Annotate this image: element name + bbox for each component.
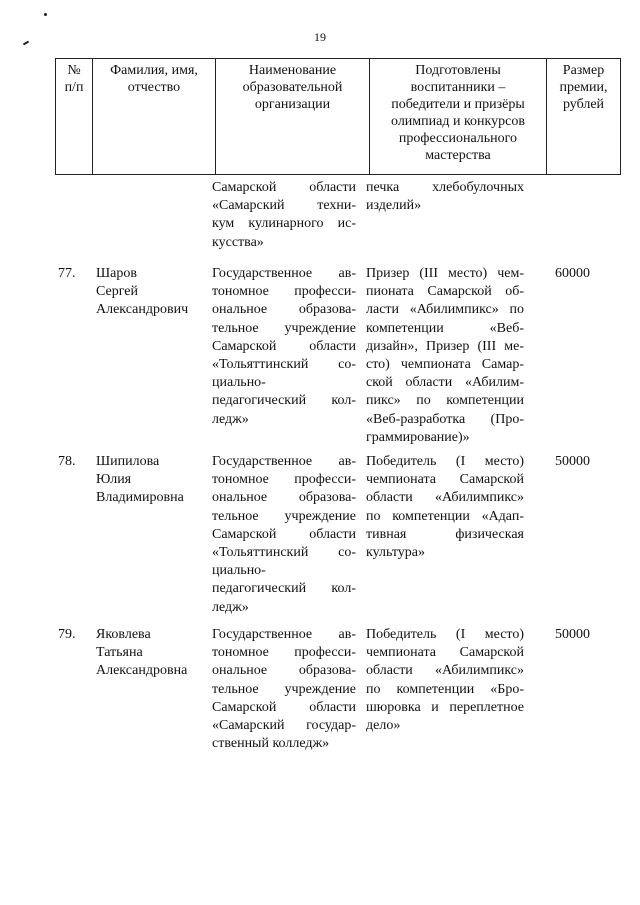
continuation-achievement: печка хлебобулочных изделий»	[366, 180, 524, 214]
row-achievement: Победитель (I место) чемпионата Самарской области «Абилимпикс» по компетенции «Адап- тивная физическая культура»	[366, 454, 524, 561]
header-col-prepared: Подготовлены воспитанники – победители и призёры олимпиад и конкурсов профессионального мастерства	[370, 59, 547, 175]
header-col-prize: Размер премии, рублей	[547, 59, 621, 175]
header-col-number: № п/п	[56, 59, 93, 175]
row-name: Шаров Сергей Александрович	[96, 266, 189, 318]
row-number: 78.	[58, 454, 76, 469]
row-achievement: Победитель (I место) чемпионата Самарской области «Абилимпикс» по компетенции «Бро- шюровка и переплетное дело»	[366, 627, 524, 734]
row-number: 79.	[58, 627, 76, 642]
header-col-name: Фамилия, имя, отчество	[93, 59, 216, 175]
scan-mark	[44, 13, 47, 16]
row-name: Яковлева Татьяна Александровна	[96, 627, 188, 679]
row-prize: 50000	[555, 454, 590, 469]
row-achievement: Призер (III место) чем- пионата Самарской об- ласти «Абилимпикс» по компетенции «Веб- дизайн», Призер (III ме- сто) чемпионата Самар- ской области «Абилим- пикс» по компетенции «Веб-разработка (Про- граммирование)»	[366, 266, 524, 445]
row-number: 77.	[58, 266, 76, 281]
page-number: 19	[314, 30, 326, 44]
row-prize: 60000	[555, 266, 590, 281]
row-name: Шипилова Юлия Владимировна	[96, 454, 184, 506]
row-organization: Государственное ав- тономное професси- ональное образова- тельное учреждение Самарской области «Тольяттинский со- циально- педагогический кол- ледж»	[212, 266, 356, 427]
table-header	[55, 58, 621, 175]
continuation-organization: Самарской области «Самарский техни- кум кулинарного ис- кусства»	[212, 180, 356, 250]
header-col-organization: Наименование образовательной организации	[216, 59, 370, 175]
row-organization: Государственное ав- тономное професси- ональное образова- тельное учреждение Самарской области «Тольяттинский со- циально- педагогический кол- ледж»	[212, 454, 356, 615]
row-prize: 50000	[555, 627, 590, 642]
row-organization: Государственное ав- тономное професси- ональное образова- тельное учреждение Самарской области «Самарский государ- ственный колледж»	[212, 627, 356, 752]
